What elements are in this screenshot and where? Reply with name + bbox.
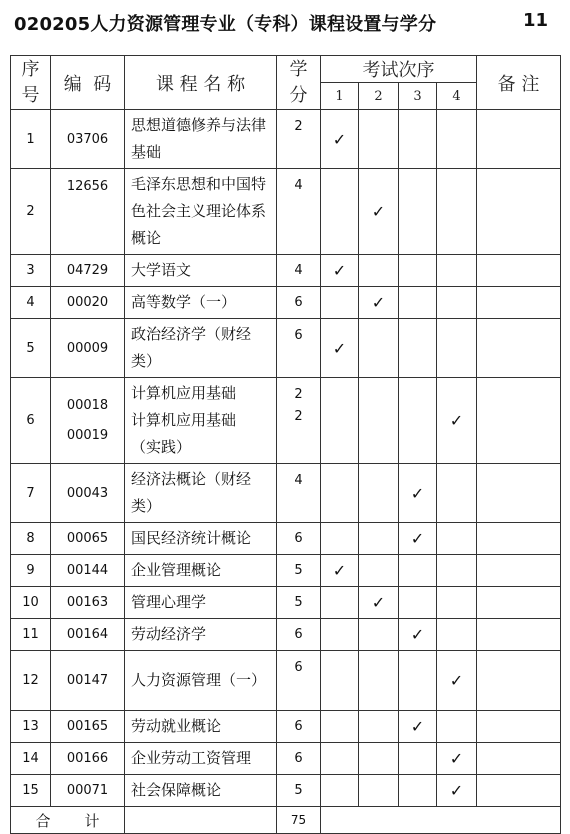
row-credit [277,775,321,807]
exam-order-cell-3 [399,743,437,775]
course-code: 00018 [66,397,109,413]
total-credits: 75 [277,807,321,834]
row-code [51,110,125,169]
header-course-name: 课 程 名 称 [125,56,277,110]
table-row [11,319,561,378]
total-label: 合 计 [11,807,125,834]
row-seq: 3 [11,255,51,287]
row-remark [477,775,561,807]
exam-order-cell-4 [437,743,477,775]
exam-order-cell-1 [321,587,359,619]
row-code [51,651,125,711]
row-course-name [125,464,277,523]
exam-order-cell-1 [321,464,359,523]
exam-order-cell-4 [437,255,477,287]
header-exam-2: 2 [359,83,399,110]
check-mark-icon: ✓ [449,411,464,430]
course-code: 00165 [66,719,109,734]
check-mark-icon: ✓ [410,717,425,736]
total-row [11,807,561,834]
header-remark: 备 注 [477,56,561,110]
course-name: 国民经济统计概论 [131,529,252,547]
course-name-line: 计算机应用基础 [131,411,237,429]
total-rest-empty [321,807,561,834]
title-row [14,10,554,38]
row-code [51,711,125,743]
row-seq: 10 [11,587,51,619]
row-course-name [125,287,277,319]
course-name: 社会保障概论 [131,781,222,799]
course-name: 大学语文 [131,261,192,279]
exam-order-cell-1 [321,287,359,319]
row-credit [277,523,321,555]
exam-order-cell-4 [437,587,477,619]
row-credit [277,287,321,319]
table-row [11,555,561,587]
exam-order-cell-1 [321,743,359,775]
exam-order-cell-2 [359,110,399,169]
exam-order-cell-4 [437,464,477,523]
course-name: 劳动就业概论 [131,717,222,735]
row-seq: 11 [11,619,51,651]
course-name: 思想道德修养与法律基础 [131,116,267,161]
check-mark-icon: ✓ [410,483,425,503]
row-code [51,464,125,523]
exam-order-cell-4 [437,319,477,378]
check-mark-icon: ✓ [332,561,347,580]
course-name: 企业劳动工资管理 [131,749,252,767]
table-row [11,775,561,807]
course-code: 00147 [66,673,109,688]
row-remark [477,319,561,378]
exam-order-cell-2 [359,619,399,651]
exam-order-cell-3 [399,287,437,319]
exam-order-cell-1 [321,110,359,169]
exam-order-cell-4 [437,711,477,743]
credit-value: 6 [294,718,303,734]
row-credit [277,743,321,775]
credit-value: 6 [294,530,303,546]
exam-order-cell-3 [399,255,437,287]
exam-order-cell-1 [321,378,359,464]
exam-order-cell-4 [437,555,477,587]
row-remark [477,651,561,711]
row-credit [277,319,321,378]
page-number: 11 [522,10,548,31]
credit-value: 4 [294,178,303,193]
exam-order-cell-2 [359,255,399,287]
check-mark-icon: ✓ [449,671,464,690]
course-code: 00166 [66,751,109,766]
exam-order-cell-1 [321,619,359,651]
table-row [11,110,561,169]
course-code: 04729 [66,263,109,278]
exam-order-cell-3 [399,464,437,523]
course-name: 企业管理概论 [131,561,222,579]
row-course-name [125,110,277,169]
row-course-name [125,378,277,464]
header-exam-4: 4 [437,83,477,110]
row-remark [477,619,561,651]
exam-order-cell-4 [437,523,477,555]
total-name-empty [125,807,277,834]
row-code [51,775,125,807]
row-seq: 9 [11,555,51,587]
course-name-line: （实践） [131,438,192,456]
row-code [51,287,125,319]
credit-value: 5 [294,562,303,578]
course-code: 00020 [66,295,109,310]
exam-order-cell-1 [321,523,359,555]
row-seq: 6 [11,378,51,464]
table-row [11,711,561,743]
row-credit [277,619,321,651]
course-name-line: 计算机应用基础 [131,384,237,402]
exam-order-cell-2 [359,711,399,743]
exam-order-cell-4 [437,110,477,169]
row-credit [277,378,321,464]
check-mark-icon: ✓ [371,593,386,612]
check-mark-icon: ✓ [371,293,386,312]
table-row [11,651,561,711]
row-remark [477,555,561,587]
row-seq: 15 [11,775,51,807]
table-row [11,587,561,619]
exam-order-cell-1 [321,711,359,743]
header-exam-3: 3 [399,83,437,110]
course-name: 高等数学（一） [131,293,237,311]
credit-value: 4 [294,262,303,278]
row-credit [277,255,321,287]
row-course-name [125,651,277,711]
row-seq: 13 [11,711,51,743]
course-code: 00019 [66,427,109,443]
table-row [11,619,561,651]
credit-value: 5 [294,782,303,798]
header-code: 编 码 [51,56,125,110]
row-seq: 1 [11,110,51,169]
table-row [11,378,561,464]
table-row [11,523,561,555]
row-remark [477,523,561,555]
check-mark-icon: ✓ [449,781,464,800]
exam-order-cell-1 [321,775,359,807]
exam-order-cell-3 [399,523,437,555]
row-credit [277,711,321,743]
course-name: 管理心理学 [131,593,207,611]
row-code [51,523,125,555]
exam-order-cell-4 [437,169,477,255]
exam-order-cell-3 [399,169,437,255]
check-mark-icon: ✓ [332,129,347,149]
row-credit [277,110,321,169]
course-name: 毛泽东思想和中国特色社会主义理论体系概论 [131,175,267,247]
course-code: 12656 [66,179,109,194]
check-mark-icon: ✓ [410,529,425,548]
course-name: 人力资源管理（一） [131,671,267,689]
course-code: 00043 [66,485,109,501]
credit-value: 2 [294,119,303,134]
table-row [11,287,561,319]
row-course-name [125,255,277,287]
exam-order-cell-2 [359,587,399,619]
table-row [11,743,561,775]
course-name: 劳动经济学 [131,625,207,643]
row-seq: 12 [11,651,51,711]
row-course-name [125,555,277,587]
row-remark [477,711,561,743]
exam-order-cell-3 [399,587,437,619]
course-code: 00009 [66,340,109,356]
exam-order-cell-2 [359,378,399,464]
exam-order-cell-1 [321,651,359,711]
exam-order-cell-3 [399,651,437,711]
course-code: 00163 [66,595,109,610]
row-seq: 8 [11,523,51,555]
exam-order-cell-3 [399,319,437,378]
check-mark-icon: ✓ [332,261,347,280]
exam-order-cell-3 [399,378,437,464]
credit-value: 6 [294,626,303,642]
check-mark-icon: ✓ [332,338,347,358]
exam-order-cell-1 [321,555,359,587]
exam-order-cell-3 [399,555,437,587]
course-name: 经济法概论（财经类） [131,470,252,515]
row-remark [477,587,561,619]
row-seq: 4 [11,287,51,319]
row-remark [477,743,561,775]
row-credit [277,169,321,255]
exam-order-cell-4 [437,775,477,807]
exam-order-cell-2 [359,464,399,523]
course-table [10,55,561,834]
course-table-body [11,110,561,807]
row-code [51,619,125,651]
header-credit: 学 分 [277,56,321,110]
row-course-name [125,587,277,619]
exam-order-cell-2 [359,743,399,775]
row-course-name [125,711,277,743]
exam-order-cell-2 [359,651,399,711]
exam-order-cell-3 [399,711,437,743]
exam-order-cell-4 [437,651,477,711]
row-seq: 5 [11,319,51,378]
row-credit [277,587,321,619]
header-seq: 序 号 [11,56,51,110]
course-code: 00071 [66,783,109,798]
table-row [11,255,561,287]
exam-order-cell-2 [359,169,399,255]
exam-order-cell-2 [359,319,399,378]
exam-order-cell-2 [359,523,399,555]
row-seq: 2 [11,169,51,255]
credit-value: 6 [294,660,303,675]
course-code: 03706 [66,131,109,147]
row-remark [477,255,561,287]
check-mark-icon: ✓ [410,625,425,644]
row-course-name [125,775,277,807]
row-course-name [125,523,277,555]
row-remark [477,287,561,319]
exam-order-cell-4 [437,287,477,319]
table-row [11,169,561,255]
course-code: 00144 [66,563,109,578]
row-course-name [125,619,277,651]
exam-order-cell-3 [399,619,437,651]
credit-value: 2 [294,409,303,424]
exam-order-cell-4 [437,619,477,651]
row-credit [277,464,321,523]
credit-value: 4 [294,473,303,488]
exam-order-cell-1 [321,255,359,287]
credit-value: 2 [294,387,303,402]
header-exam-1: 1 [321,83,359,110]
row-code [51,587,125,619]
row-remark [477,378,561,464]
row-course-name [125,319,277,378]
row-course-name [125,169,277,255]
row-code [51,319,125,378]
row-seq: 14 [11,743,51,775]
course-code: 00164 [66,627,109,642]
row-code [51,169,125,255]
table-row [11,464,561,523]
exam-order-cell-4 [437,378,477,464]
exam-order-cell-1 [321,169,359,255]
row-code [51,378,125,464]
credit-value: 6 [294,294,303,310]
row-remark [477,110,561,169]
exam-order-cell-1 [321,319,359,378]
course-code: 00065 [66,531,109,546]
header-exam-order: 考试次序 [321,56,477,83]
exam-order-cell-2 [359,775,399,807]
credit-value: 6 [294,328,303,343]
row-code [51,255,125,287]
credit-value: 6 [294,750,303,766]
row-credit [277,651,321,711]
row-code [51,555,125,587]
course-name: 政治经济学（财经类） [131,325,252,370]
row-credit [277,555,321,587]
row-seq: 7 [11,464,51,523]
check-mark-icon: ✓ [371,202,386,221]
row-course-name [125,743,277,775]
check-mark-icon: ✓ [449,749,464,768]
exam-order-cell-2 [359,287,399,319]
credit-value: 5 [294,594,303,610]
exam-order-cell-3 [399,110,437,169]
row-code [51,743,125,775]
row-remark [477,169,561,255]
exam-order-cell-3 [399,775,437,807]
page-title: 020205人力资源管理专业（专科）课程设置与学分 [14,14,437,35]
row-remark [477,464,561,523]
exam-order-cell-2 [359,555,399,587]
